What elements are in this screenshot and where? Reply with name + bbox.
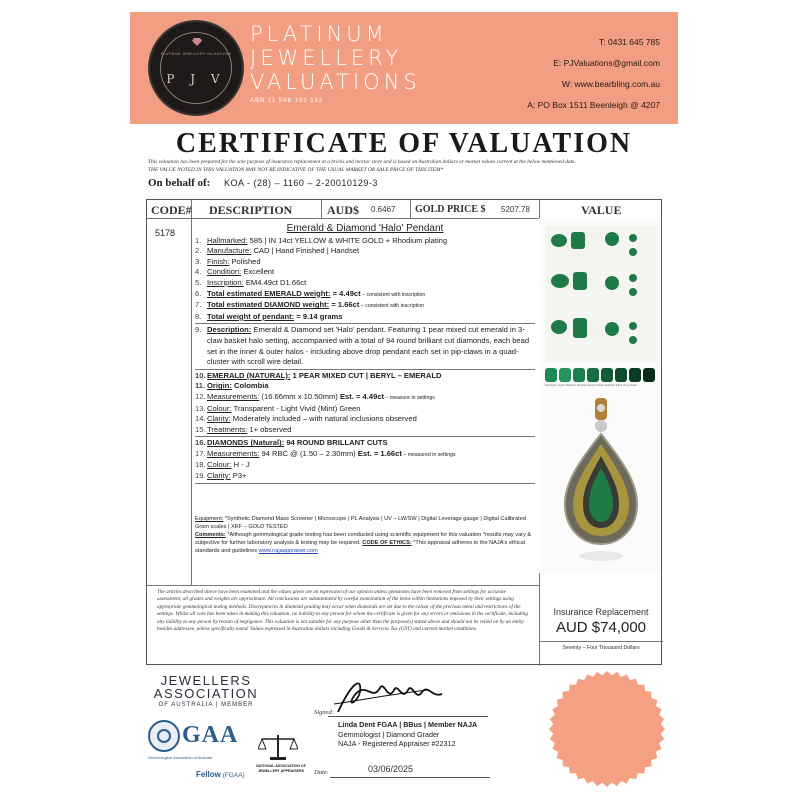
emerald-sample-icon (551, 234, 567, 247)
emerald-sample-icon (573, 272, 587, 290)
emerald-sample-icon (629, 288, 637, 296)
col-aud-label: AUD$ (327, 203, 359, 217)
diamond-line: 18. Colour: H - J (195, 460, 250, 470)
appraiser-details (338, 720, 477, 749)
description-block (195, 224, 535, 485)
spec-line: 8. Total weight of pendant: = 9.14 grams (195, 311, 343, 321)
scales-icon (258, 733, 298, 761)
item-code: 5178 (155, 228, 176, 238)
spec-line: 5. Inscription: EM4.49ct D1.66ct (195, 277, 307, 287)
spec-lines (195, 236, 535, 323)
contact-email: E: PJValuations@gmail.com (553, 58, 660, 68)
date-value: 03/06/2025 (368, 764, 414, 774)
signature (332, 672, 450, 716)
col-code: CODE# (151, 203, 192, 217)
signed-label: Signed: (314, 709, 334, 716)
emerald-sample-icon (571, 232, 585, 249)
date-label: Date: (314, 769, 329, 776)
spec-line: 1. Hallmarked: 585 | IN 14ct YELLOW & WHITE GOLD + Rhodium plating (195, 235, 448, 245)
emerald-sample-icon (551, 274, 569, 288)
contact-phone: T: 0431 645 785 (599, 37, 660, 47)
emerald-sample-icon (605, 322, 619, 336)
contact-details (527, 32, 660, 116)
insurance-replacement (539, 607, 663, 651)
naja-subtitle: NATIONAL ASSOCIATION OF JEWELLERY APPRAISERS (256, 764, 306, 773)
valuation-notes: The articles described above have been examined and the values given are an expression of our opinion unless gemstones have been removed from settings for accurate assessment, all grades and weights are approximate. All conclusions are substantiated by careful examination of the items within limitations imposed by their settings using appropriate gemmological testing methods. Discrepancies in diamond grading may occur when diamonds are set due to the colour of the precious metal and restrictions of the settings. Whilst all care has been taken in making this valuation, no liability to any person for whom the certificate is given for any errors or omissions in the certificate, including any liability to any person by reason of negligence. This valuation is not suitable for any purpose other than the purpose(s) stated above and should not be relied on by an entity besides addressee, unless specifically noted. Values expressed in Australian dollars including Goods & Services Tax (GST) and current market conditions. (157, 589, 528, 633)
emerald-lines (195, 381, 535, 435)
colour-swatch (587, 368, 599, 382)
emerald-sample-icon (629, 274, 637, 282)
contact-web: W: www.bearbling.com.au (561, 79, 660, 89)
emerald-line: 14. Clarity: Moderately included – with natural inclusions observed (195, 414, 417, 424)
gaa-subtitle: Gemmological Association of Australia (148, 756, 213, 760)
fellow-label: Fellow (FGAA) (196, 770, 245, 779)
appraiser-registration: NAJA - Registered Appraiser #22312 (338, 739, 456, 749)
brand-name: PLATINUM JEWELLERY VALUATIONS (250, 22, 421, 94)
insurance-label: Insurance Replacement (553, 607, 649, 617)
colour-swatch (615, 368, 627, 382)
on-behalf-value: KOA - (28) – 1160 – 2-20010129-3 (224, 178, 378, 188)
col-gold-value: 5207.78 (501, 205, 530, 214)
on-behalf-label: On behalf of: (148, 177, 211, 189)
colour-swatch (559, 368, 571, 382)
spec-line: 4. Condition: Excellent (195, 267, 275, 277)
emerald-sample-icon (551, 320, 567, 334)
diamond-lines (195, 449, 535, 482)
spec-line: 7. Total estimated DIAMOND weight: = 1.66ct – consistent with inscription (195, 300, 424, 310)
emerald-sample-icon (629, 234, 637, 242)
pendant-photo (559, 398, 643, 562)
colour-swatch (545, 368, 557, 382)
naja-link[interactable]: www.najaappraiser.com (258, 548, 318, 554)
swatch-labels: Strength Light Medium Medium/Light Medium/Dark Dark Very Dark (545, 384, 637, 387)
diamond-heading: 16. DIAMONDS (Natural): 94 ROUND BRILLANT CUTS (195, 438, 388, 448)
emerald-sample-icon (629, 248, 637, 256)
emerald-sample-icon (573, 318, 587, 338)
value-column (539, 218, 661, 573)
emerald-line: 11. Origin: Colombia (195, 381, 269, 391)
colour-swatch (629, 368, 641, 382)
col-value: VALUE (581, 203, 622, 217)
diamond-line: 17. Measurements: 94 RBC @ (1.50 – 2.30mm) Est. = 1.66ct – measured in settings (195, 448, 456, 458)
appraiser-name: Linda Dent FGAA | BBus | Member NAJA (338, 720, 478, 729)
emerald-grading-chart (545, 226, 657, 362)
gaa-emblem-icon (148, 720, 180, 752)
spec-line: 2. Manufacture: CAD | Hand Finished | Handset (195, 246, 360, 256)
insurance-words: Seventy – Four Thousand Dollars (539, 641, 663, 651)
col-aud-value: 0.6467 (371, 205, 396, 214)
gaa-logo-text: GAA (182, 722, 239, 748)
abn-number: ABN 11 588 192 152 (250, 98, 324, 104)
emerald-line: 15. Treatments: 1+ observed (195, 424, 292, 434)
contact-address: A: PO Box 1511 Beenleigh @ 4207 (527, 100, 660, 110)
disclaimer: This valuation has been prepared for the sole purpose of insurance replacement at a bricks and mortar store and is based on Australian dollars or market values current at the below mentioned date. THE VALUE NOTED IN THIS VALUATION MAY NOT BE INDICATIVE OF THE USUAL MARKET OR SALE PRICE OF THIS ITEM* (148, 159, 576, 173)
emerald-sample-icon (629, 322, 637, 330)
valuation-table (146, 199, 662, 665)
company-seal (547, 669, 667, 789)
pjv-logo (148, 20, 244, 116)
emerald-sample-icon (629, 336, 637, 344)
emerald-sample-icon (605, 232, 619, 246)
colour-swatch (643, 368, 655, 382)
emerald-line: 12. Measurements: (16.66mm x 10.50mm) Est. = 4.49ct – measure in settings (195, 391, 435, 401)
logo-monogram: P J V (166, 72, 226, 86)
certificate-title: CERTIFICATE OF VALUATION (175, 128, 633, 159)
jewellers-association-logo: JEWELLERS ASSOCIATION OF AUSTRALIA | MEMBER (153, 673, 259, 708)
letterhead (130, 12, 678, 124)
col-description: DESCRIPTION (209, 203, 293, 217)
col-gold-label: GOLD PRICE $ (415, 204, 486, 215)
colour-swatch (601, 368, 613, 382)
colour-swatch (573, 368, 585, 382)
emerald-sample-icon (605, 276, 619, 290)
spec-description: 9. Description: Emerald & Diamond set 'Halo' pendant. Featuring 1 pear mixed cut emerald in 3-claw basket halo setting, accompanied with a total of 94 round brilliant cut diamonds, each bead set in the inner & outer halos - including above drop pendant each set in pip-claws in a quad-cluster with scroll wire detail. (195, 325, 530, 367)
item-title: Emerald & Diamond 'Halo' Pendant (286, 223, 444, 234)
logo-ring-text: PLATINUM JEWELLERY VALUATIONS (160, 52, 232, 56)
equipment-comments: Equipment: *Synthetic Diamond Mass Screener | Microscope | PL Analysis | UV – LW/SW | Digital Leverage gauge | Digital Calibrated Gram scales | XRF – GOLD TESTED Comments: *Although gemmological grade testing has been conducted using scientific equipment for this valuation *results may vary & subjective for further laboratory analysis & testing may be required. CODE OF ETHICS: *This appraisal adheres to the NAJA's ethical standards and guidelines www.najaappraiser.com (195, 516, 532, 554)
insurance-amount: AUD $74,000 (555, 619, 647, 636)
appraiser-role: Gemmologist | Diamond Grader (338, 729, 440, 739)
emerald-heading: 10. EMERALD (NATURAL): 1 PEAR MIXED CUT | BERYL – EMERALD (195, 370, 442, 380)
emerald-line: 13. Colour: Transparent - Light Vivid (Mint) Green (195, 403, 361, 413)
diamond-line: 19. Clarity: P3+ (195, 471, 247, 481)
spec-line: 6. Total estimated EMERALD weight: = 4.49ct – consistent with inscription (195, 288, 426, 298)
spec-line: 3. Finish: Polished (195, 256, 261, 266)
